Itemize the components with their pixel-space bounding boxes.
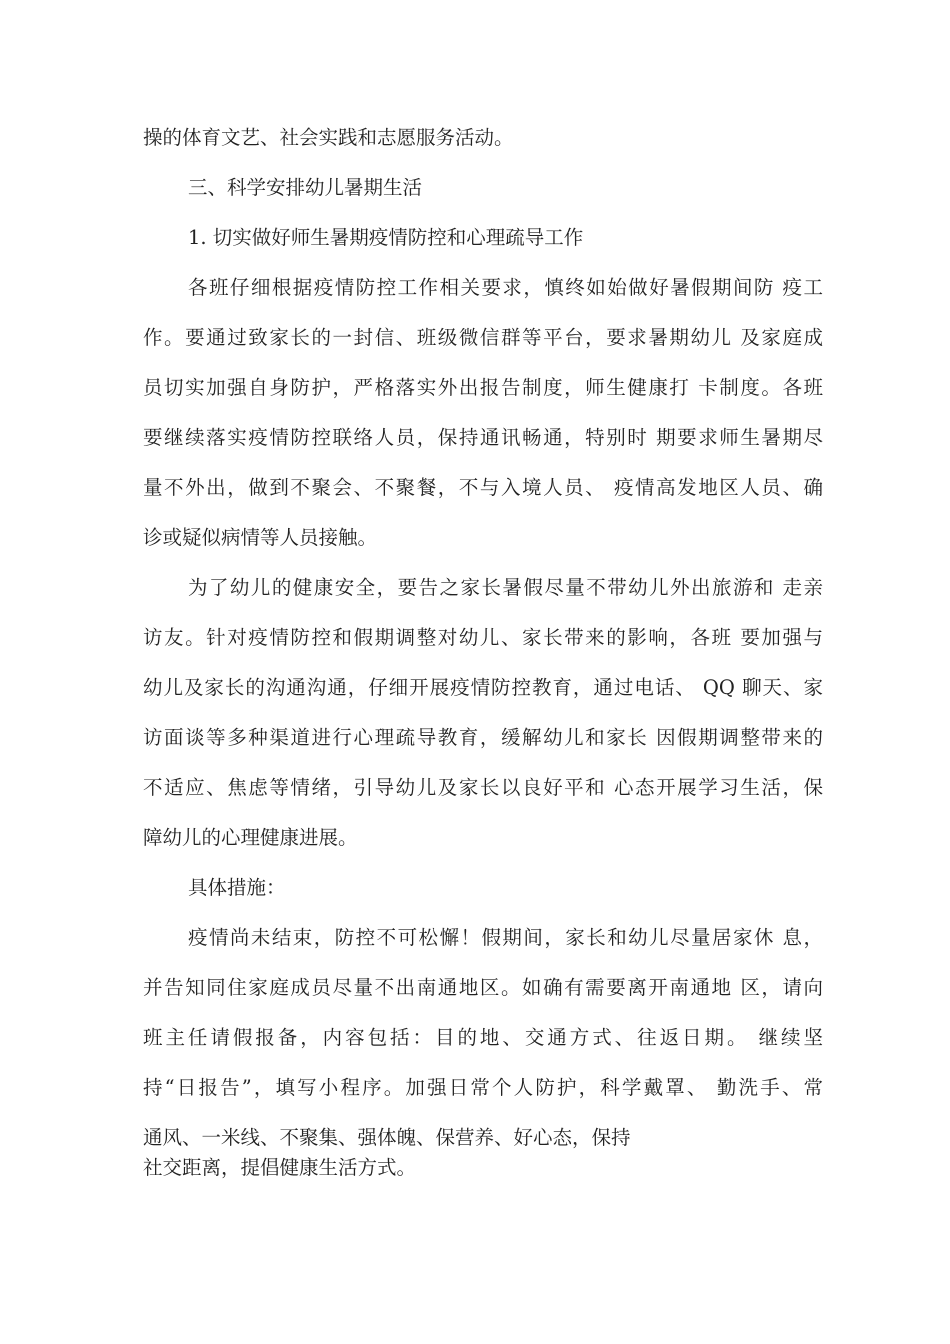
paragraph-line: 社交距离，提倡健康生活方式。: [143, 1156, 417, 1179]
paragraph-line: 要继续落实疫情防控联络人员，保持通讯畅通，特别时 期要求师生暑期尽: [143, 426, 823, 449]
paragraph-line: 为了幼儿的健康安全，要告之家长暑假尽量不带幼儿外出旅游和 走亲: [188, 576, 823, 599]
paragraph-line: 访面谈等多种渠道进行心理疏导教育，缓解幼儿和家长 因假期调整带来的: [143, 726, 823, 749]
paragraph-line: 班主任请假报备，内容包括：目的地、交通方式、往返日期。 继续坚: [143, 1026, 823, 1049]
paragraph-line: 访友。针对疫情防控和假期调整对幼儿、家长带来的影响，各班 要加强与: [143, 626, 823, 649]
paragraph-line: 作。要通过致家长的一封信、班级微信群等平台，要求暑期幼儿 及家庭成: [143, 326, 823, 349]
paragraph-line: 幼儿及家长的沟通沟通，仔细开展疫情防控教育，通过电话、 QQ 聊天、家: [143, 676, 823, 699]
paragraph-line: 障幼儿的心理健康进展。: [143, 826, 358, 849]
paragraph-line: 量不外出，做到不聚会、不聚餐，不与入境人员、 疫情高发地区人员、确: [143, 476, 823, 499]
text-line: 操的体育文艺、社会实践和志愿服务活动。: [143, 126, 514, 149]
paragraph-line: 通风、一米线、不聚集、强体魄、保营养、好心态，保持: [143, 1126, 631, 1149]
paragraph-line: 不适应、焦虑等情绪，引导幼儿及家长以良好平和 心态开展学习生活，保: [143, 776, 823, 799]
paragraph-line: 员切实加强自身防护，严格落实外出报告制度，师生健康打 卡制度。各班: [143, 376, 823, 399]
paragraph-line: 诊或疑似病情等人员接触。: [143, 526, 378, 549]
paragraph-line: 疫情尚未结束，防控不可松懈！假期间，家长和幼儿尽量居家休 息，: [188, 926, 823, 949]
paragraph-line: 持“日报告”，填写小程序。加强日常个人防护，科学戴罩、 勤洗手、常: [143, 1076, 823, 1099]
paragraph-line: 并告知同住家庭成员尽量不出南通地区。如确有需要离开南通地 区，请向: [143, 976, 823, 999]
subheading-measures: 具体措施：: [188, 876, 286, 899]
paragraph-line: 各班仔细根据疫情防控工作相关要求，慎终如始做好暑假期间防 疫工: [188, 276, 823, 299]
subsection-heading: 1. 切实做好师生暑期疫情防控和心理疏导工作: [188, 226, 584, 249]
section-heading: 三、科学安排幼儿暑期生活: [188, 176, 423, 199]
